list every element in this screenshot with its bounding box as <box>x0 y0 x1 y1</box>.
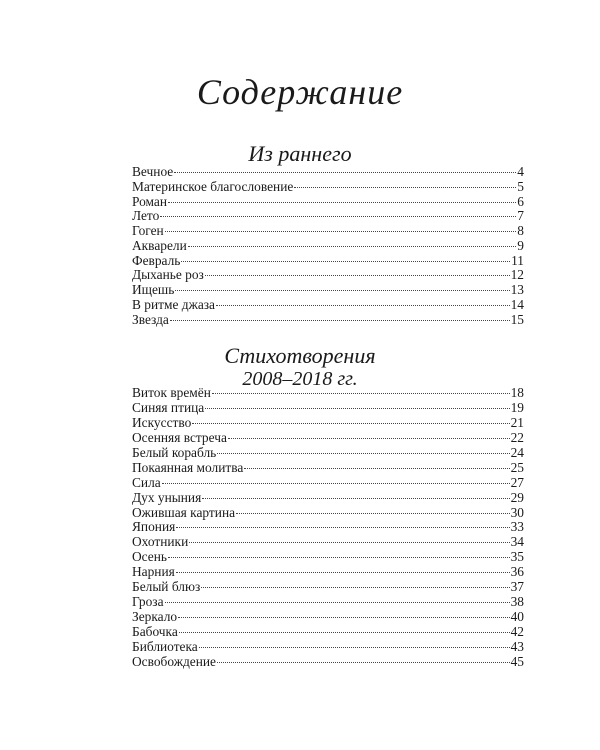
toc-entry-page-number: 43 <box>510 638 524 654</box>
dot-leader <box>165 602 510 603</box>
toc-entry[interactable] <box>132 386 524 401</box>
toc-entry[interactable] <box>132 431 524 446</box>
toc-entry-title: Гоген <box>132 223 164 238</box>
dot-leader <box>165 231 517 232</box>
toc-list-poems <box>132 386 524 670</box>
toc-entry[interactable] <box>132 580 524 595</box>
dot-leader <box>228 438 510 439</box>
toc-entry-page-number: 21 <box>510 414 524 430</box>
toc-entry-page-number: 45 <box>510 653 524 669</box>
toc-entry[interactable] <box>132 298 524 313</box>
dot-leader <box>205 408 509 409</box>
toc-entry-title: В ритме джаза <box>132 296 215 312</box>
dot-leader <box>170 320 510 321</box>
dot-leader <box>162 483 510 484</box>
toc-list-early <box>132 165 524 327</box>
toc-entry[interactable] <box>132 239 524 254</box>
toc-entry-title: Роман <box>132 193 168 209</box>
toc-entry[interactable] <box>132 520 524 535</box>
toc-entry-title: Лето <box>132 208 160 224</box>
toc-entry-title: Виток времён <box>132 385 211 400</box>
toc-entry-page-number: 15 <box>510 311 524 327</box>
toc-entry-title: Покаянная молитва <box>132 459 244 475</box>
toc-entry[interactable] <box>132 224 524 239</box>
section-heading-early: Из раннего <box>248 141 352 166</box>
toc-entry-title: Февраль <box>132 252 181 268</box>
dot-leader <box>217 453 509 454</box>
dot-leader <box>176 527 509 528</box>
toc-entry-page-number: 30 <box>510 504 524 520</box>
toc-entry[interactable] <box>132 491 524 506</box>
toc-entry-page-number: 34 <box>510 534 524 550</box>
dot-leader <box>189 542 509 543</box>
toc-entry-page-number: 4 <box>517 164 524 179</box>
toc-entry[interactable] <box>132 180 524 195</box>
toc-entry[interactable] <box>132 535 524 550</box>
toc-entry-title: Библиотека <box>132 638 198 654</box>
toc-entry-page-number: 25 <box>510 459 524 475</box>
toc-entry-page-number: 24 <box>510 444 524 460</box>
toc-entry-title: Осень <box>132 549 167 565</box>
toc-entry-page-number: 5 <box>517 178 524 194</box>
toc-entry-page-number: 27 <box>510 474 524 490</box>
toc-entry-title: Вечное <box>132 164 174 179</box>
toc-entry-title: Звезда <box>132 311 169 327</box>
toc-entry-title: Акварели <box>132 237 187 253</box>
toc-entry-title: Искусство <box>132 414 192 430</box>
dot-leader <box>174 172 516 173</box>
dot-leader <box>192 423 509 424</box>
toc-entry[interactable] <box>132 595 524 610</box>
toc-entry[interactable] <box>132 565 524 580</box>
toc-entry-page-number: 35 <box>510 549 524 565</box>
toc-entry-title: Дыханье роз <box>132 267 204 283</box>
dot-leader <box>179 632 510 633</box>
toc-entry-page-number: 40 <box>510 609 524 625</box>
toc-entry-title: Белый корабль <box>132 444 217 460</box>
toc-entry[interactable] <box>132 254 524 269</box>
toc-entry-page-number: 18 <box>510 385 524 400</box>
toc-entry-title: Ожившая картина <box>132 504 236 520</box>
dot-leader <box>175 290 509 291</box>
toc-entry-page-number: 38 <box>510 594 524 610</box>
dot-leader <box>201 587 509 588</box>
toc-entry-title: Осенняя встреча <box>132 429 227 445</box>
toc-entry-page-number: 19 <box>510 399 524 415</box>
toc-entry-title: Япония <box>132 519 176 535</box>
toc-entry[interactable] <box>132 610 524 625</box>
dot-leader <box>216 305 510 306</box>
toc-entry[interactable] <box>132 625 524 640</box>
toc-entry[interactable] <box>132 416 524 431</box>
toc-entry-page-number: 14 <box>510 296 524 312</box>
toc-entry-title: Белый блюз <box>132 579 201 595</box>
toc-entry-title: Материнское благословение <box>132 178 294 194</box>
dot-leader <box>199 647 510 648</box>
toc-entry[interactable] <box>132 313 524 328</box>
toc-entry-title: Синяя птица <box>132 399 205 415</box>
toc-entry[interactable] <box>132 446 524 461</box>
toc-entry-page-number: 11 <box>511 252 524 268</box>
dot-leader <box>176 572 510 573</box>
toc-entry-page-number: 33 <box>510 519 524 535</box>
toc-entry-title: Нарния <box>132 564 175 580</box>
toc-entry[interactable] <box>132 550 524 565</box>
toc-entry-page-number: 22 <box>510 429 524 445</box>
dot-leader <box>160 216 516 217</box>
dot-leader <box>168 202 516 203</box>
toc-entry-page-number: 29 <box>510 489 524 505</box>
section-heading-poems-years: 2008–2018 гг. <box>242 368 358 390</box>
toc-entry-page-number: 7 <box>517 208 524 224</box>
toc-entry[interactable] <box>132 506 524 521</box>
toc-entry-title: Гроза <box>132 594 164 610</box>
toc-entry[interactable] <box>132 655 524 670</box>
toc-entry-title: Сила <box>132 474 161 490</box>
toc-entry-title: Зеркало <box>132 609 178 625</box>
toc-entry-page-number: 37 <box>510 579 524 595</box>
toc-entry-page-number: 13 <box>510 282 524 297</box>
toc-entry-page-number: 9 <box>517 237 524 253</box>
dot-leader <box>168 557 510 558</box>
toc-entry-page-number: 8 <box>517 223 524 238</box>
toc-entry-title: Бабочка <box>132 624 178 639</box>
dot-leader <box>181 261 510 262</box>
dot-leader <box>217 662 510 663</box>
toc-entry[interactable] <box>132 640 524 655</box>
toc-entry-page-number: 12 <box>510 267 524 283</box>
page-title: Содержание <box>196 72 404 112</box>
toc-entry-page-number: 36 <box>510 564 524 580</box>
toc-entry-title: Освобождение <box>132 653 216 669</box>
toc-entry[interactable] <box>132 268 524 283</box>
toc-entry-page-number: 42 <box>510 624 524 639</box>
toc-entry[interactable] <box>132 195 524 210</box>
toc-entry[interactable] <box>132 476 524 491</box>
dot-leader <box>212 393 510 394</box>
toc-entry[interactable] <box>132 165 524 180</box>
toc-entry-page-number: 6 <box>517 193 524 209</box>
toc-entry-title: Охотники <box>132 534 189 550</box>
dot-leader <box>202 498 509 499</box>
dot-leader <box>236 513 510 514</box>
toc-entry-title: Дух уныния <box>132 489 202 505</box>
dot-leader <box>244 468 509 469</box>
dot-leader <box>205 275 510 276</box>
toc-entry[interactable] <box>132 461 524 476</box>
toc-entry-title: Ищешь <box>132 282 175 297</box>
toc-entry[interactable] <box>132 401 524 416</box>
dot-leader <box>294 187 516 188</box>
toc-entry[interactable] <box>132 209 524 224</box>
dot-leader <box>188 246 517 247</box>
dot-leader <box>178 617 510 618</box>
toc-entry[interactable] <box>132 283 524 298</box>
section-heading-poems: Стихотворения <box>224 343 376 368</box>
